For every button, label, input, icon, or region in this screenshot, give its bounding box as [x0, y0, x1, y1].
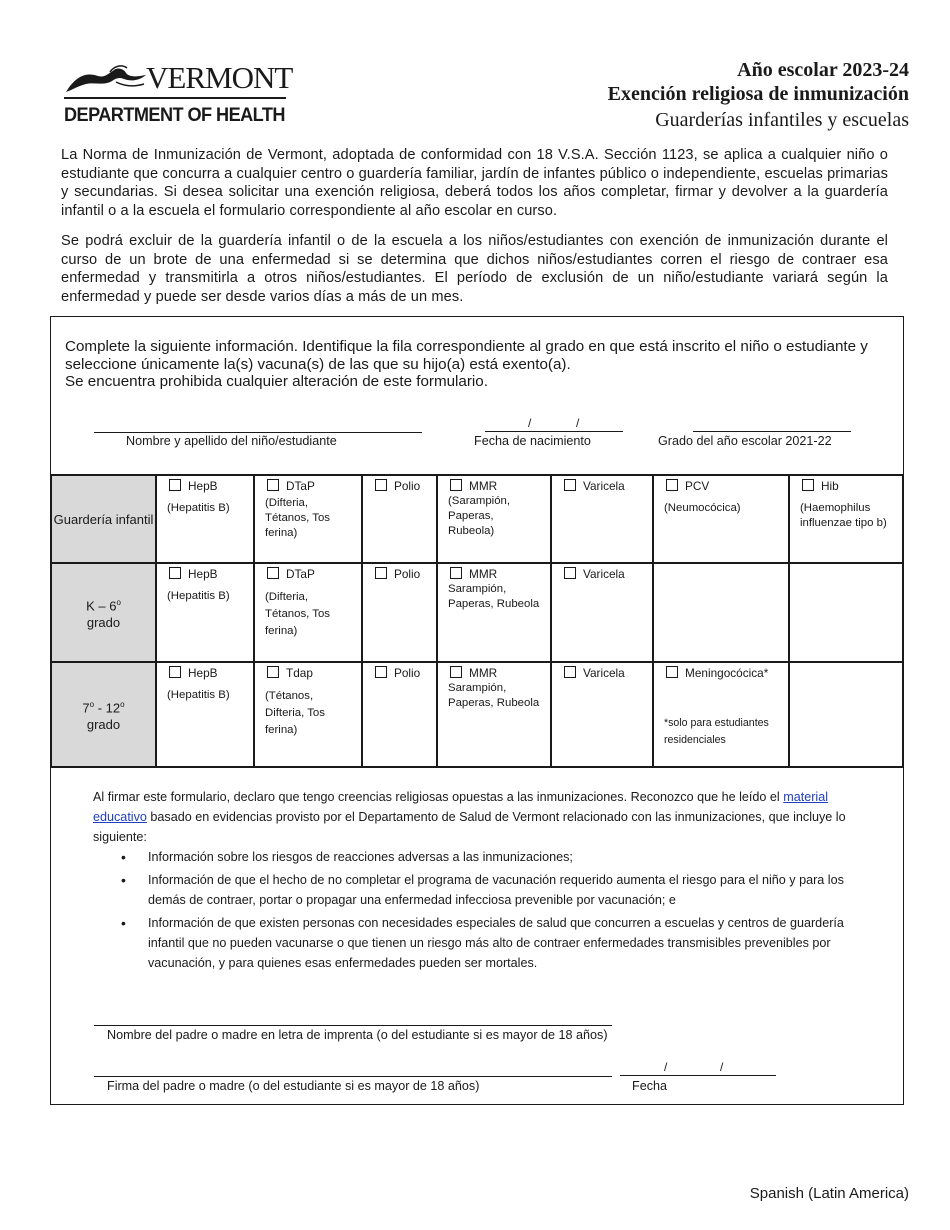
declaration-text: Al firmar este formulario, declaro que tengo creencias religiosas opuestas a las inmunizaciones. Reconozco que he leído el	[93, 790, 784, 804]
daycare-hepb[interactable]	[157, 476, 253, 516]
checkbox-icon[interactable]	[450, 567, 462, 579]
vaccine-name: Tdap	[286, 666, 313, 680]
vaccine-name: DTaP	[286, 567, 315, 581]
grade-712-end: - 12	[94, 700, 121, 716]
vaccine-desc: (Haemophilus influenzae tipo b)	[800, 502, 887, 529]
vaccine-name: Hib	[821, 479, 839, 493]
vaccine-name: PCV	[685, 479, 710, 493]
empty-cell	[789, 662, 903, 767]
instruction-text: Complete la siguiente información. Identifique la fila correspondiente al grado en que está inscrito el niño o estudiante y seleccione únicamente la(s) vacuna(s) de las que su hijo(a) está exento(a).	[65, 338, 868, 373]
signature-date-label: Fecha	[632, 1079, 668, 1093]
vaccine-name: MMR	[469, 567, 498, 581]
vaccine-desc: (Sarampión, Paperas, Rubeola)	[448, 495, 511, 537]
list-item: • Información de que el hecho de no completar el programa de vacunación requerido aumenta el riesgo para el niño y para los demás de contraer, portar o propagar una enfermedad infecciosa prevenible por vacunación; e	[121, 870, 861, 910]
daycare-mmr[interactable]	[438, 476, 550, 539]
checkbox-icon[interactable]	[375, 567, 387, 579]
vaccine-name: MMR	[469, 479, 498, 493]
g712-meningococcal[interactable]	[654, 663, 788, 749]
g712-tdap[interactable]	[255, 663, 361, 739]
grade-sup: o	[89, 699, 95, 709]
checkbox-icon[interactable]	[267, 479, 279, 491]
g712-hepb[interactable]	[157, 663, 253, 703]
daycare-varicela[interactable]	[552, 476, 652, 494]
checkbox-icon[interactable]	[666, 479, 678, 491]
student-name-field[interactable]	[94, 432, 422, 433]
page-title: Exención religiosa de inmunización	[607, 83, 909, 105]
vermont-health-logo	[64, 60, 293, 130]
parent-name-label: Nombre del padre o madre en letra de imprenta (o del estudiante si es mayor de 18 años)	[107, 1028, 608, 1042]
declaration	[93, 787, 863, 847]
g712-mmr[interactable]	[438, 663, 550, 711]
page-subtitle: Guarderías infantiles y escuelas	[655, 109, 909, 131]
grade-sup: o	[120, 699, 125, 709]
checkbox-icon[interactable]	[375, 666, 387, 678]
vaccine-name: Varicela	[583, 666, 625, 680]
k6-polio[interactable]	[363, 564, 436, 582]
date-slash-2: /	[720, 1060, 724, 1074]
grade-k6-label: K – 6	[86, 598, 117, 614]
form-instructions	[65, 338, 900, 391]
dob-slash-1: /	[528, 416, 532, 430]
signature-label: Firma del padre o madre (o del estudiante si es mayor de 18 años)	[107, 1079, 480, 1093]
vaccine-table	[50, 474, 904, 768]
student-name-label: Nombre y apellido del niño/estudiante	[126, 434, 337, 448]
language-label: Spanish (Latin America)	[749, 1185, 909, 1202]
table-row	[51, 662, 903, 767]
table-row	[51, 475, 903, 563]
vaccine-desc: Sarampión, Paperas, Rubeola	[448, 682, 540, 709]
logo-rule	[64, 97, 286, 99]
declaration-text: basado en evidencias provisto por el Departamento de Salud de Vermont relacionado con las inmunizaciones, que incluye lo siguiente:	[93, 810, 846, 844]
daycare-polio[interactable]	[363, 476, 436, 494]
list-item: • Información sobre los riesgos de reacciones adversas a las inmunizaciones;	[121, 847, 861, 867]
grade-word: grado	[86, 717, 121, 733]
vaccine-name: DTaP	[286, 479, 315, 493]
checkbox-icon[interactable]	[564, 666, 576, 678]
checkbox-icon[interactable]	[450, 479, 462, 491]
checkbox-icon[interactable]	[802, 479, 814, 491]
daycare-pcv[interactable]	[654, 476, 788, 516]
checkbox-icon[interactable]	[267, 567, 279, 579]
vaccine-desc: (Hepatitis B)	[167, 502, 230, 514]
checkbox-icon[interactable]	[169, 567, 181, 579]
table-row	[51, 563, 903, 662]
vaccine-desc: (Hepatitis B)	[167, 689, 230, 701]
grade-field[interactable]	[693, 431, 851, 432]
logo-department: DEPARTMENT OF HEALTH	[64, 104, 285, 126]
vaccine-name: Polio	[394, 567, 421, 581]
checkbox-icon[interactable]	[267, 666, 279, 678]
vaccine-desc: (Difteria, Tétanos, Tos ferina)	[265, 591, 331, 637]
vaccine-desc: (Hepatitis B)	[167, 590, 230, 602]
school-year: Año escolar 2023-24	[737, 59, 909, 81]
grade-sup: o	[116, 597, 121, 607]
k6-mmr[interactable]	[438, 564, 550, 612]
signature-field[interactable]	[94, 1076, 612, 1077]
vaccine-name: Polio	[394, 666, 421, 680]
dob-label: Fecha de nacimiento	[474, 434, 591, 448]
date-slash-1: /	[664, 1060, 668, 1074]
grade-label: Grado del año escolar 2021-22	[658, 434, 832, 448]
vaccine-desc: Sarampión, Paperas, Rubeola	[448, 583, 540, 610]
daycare-hib[interactable]	[790, 476, 902, 531]
vaccine-note: *solo para estudiantes residenciales	[664, 717, 769, 746]
empty-cell	[653, 563, 789, 662]
parent-name-field[interactable]	[94, 1025, 612, 1026]
checkbox-icon[interactable]	[666, 666, 678, 678]
grade-word: grado	[86, 615, 121, 631]
checkbox-icon[interactable]	[375, 479, 387, 491]
vaccine-name: HepB	[188, 666, 218, 680]
grade-7-12	[51, 662, 156, 767]
grade-712-start: 7	[82, 700, 90, 716]
declaration-bullets	[121, 847, 861, 976]
signature-date-field[interactable]	[620, 1075, 776, 1076]
mountain-logo-icon	[64, 62, 148, 96]
vaccine-name: MMR	[469, 666, 498, 680]
daycare-dtap[interactable]	[255, 476, 361, 541]
vaccine-name: Meningocócica*	[685, 666, 769, 680]
dob-field[interactable]	[485, 431, 623, 432]
checkbox-icon[interactable]	[564, 567, 576, 579]
prohibition-text: Se encuentra prohibida cualquier alteración de este formulario.	[65, 373, 488, 390]
checkbox-icon[interactable]	[169, 479, 181, 491]
intro-paragraph-2: Se podrá excluir de la guardería infantil o de la escuela a los niños/estudiantes con exención de inmunización durante el curso de un brote de una enfermedad si se determina que dichos niños/estudiantes corren el riesgo de contraer esa enfermedad y transmitirla a otros niños/estudiantes. El período de exclusión de un niño/estudiante variará según la enfermedad y puede ser desde varios días a más de un mes.	[61, 233, 888, 305]
educational-material-link[interactable]: material educativo	[93, 790, 829, 824]
checkbox-icon[interactable]	[169, 666, 181, 678]
empty-cell	[789, 563, 903, 662]
vaccine-desc: (Tétanos, Difteria, Tos ferina)	[265, 690, 325, 736]
vaccine-name: Polio	[394, 479, 421, 493]
vaccine-desc: (Neumocócica)	[664, 502, 741, 514]
dob-slash-2: /	[576, 416, 580, 430]
vaccine-name: HepB	[188, 479, 218, 493]
grade-k6	[51, 563, 156, 662]
vaccine-name: Varicela	[583, 479, 625, 493]
checkbox-icon[interactable]	[564, 479, 576, 491]
logo-wordmark: VERMONT	[146, 60, 293, 95]
k6-dtap[interactable]	[255, 564, 361, 640]
g712-varicela[interactable]	[552, 663, 652, 681]
vaccine-name: Varicela	[583, 567, 625, 581]
grade-daycare: Guardería infantil	[51, 475, 156, 563]
list-item: • Información de que existen personas con necesidades especiales de salud que concurren a escuelas y centros de guardería infantil que no pueden vacunarse o que tienen un riesgo más alto de contraer enfermedades transmisibles prevenibles por vacunación, y para quienes esas enfermedades pueden ser mortales.	[121, 913, 861, 973]
vaccine-name: HepB	[188, 567, 218, 581]
checkbox-icon[interactable]	[450, 666, 462, 678]
g712-polio[interactable]	[363, 663, 436, 681]
k6-varicela[interactable]	[552, 564, 652, 582]
intro-paragraph-1: La Norma de Inmunización de Vermont, adoptada de conformidad con 18 V.S.A. Sección 1123, se aplica a cualquier niño o estudiante que concurra a cualquier centro o guardería familiar, jardín de infantes público o independiente, escuelas primarias y secundarias. Si desea solicitar una exención religiosa, deberá todos los años completar, firmar y devolver a la guardería infantil o a la escuela el formulario correspondiente al año escolar en curso.	[61, 147, 888, 219]
vaccine-desc: (Difteria, Tétanos, Tos ferina)	[265, 497, 331, 539]
k6-hepb[interactable]	[157, 564, 253, 604]
